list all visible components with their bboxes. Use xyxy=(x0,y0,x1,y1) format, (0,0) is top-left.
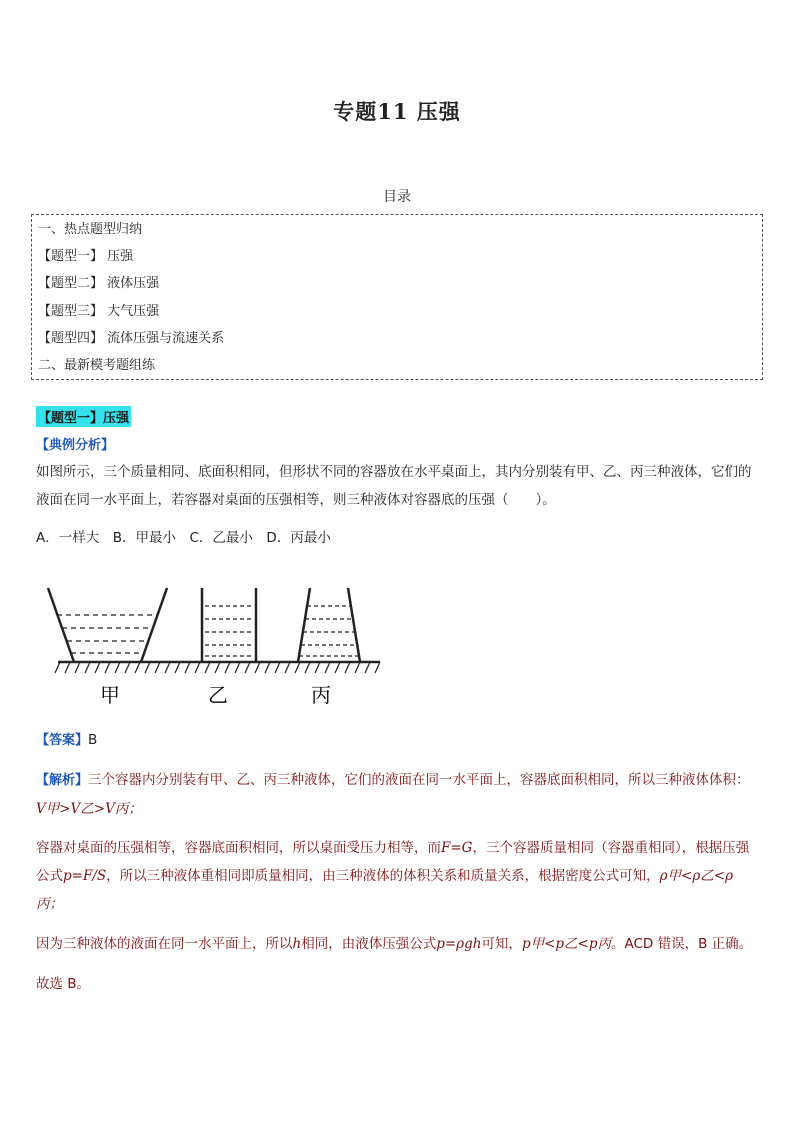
toc-item-exercises[interactable]: 二、最新模考题组练 xyxy=(38,357,156,373)
analysis-p1-text: 三个容器内分别装有甲、乙、丙三种液体，它们的液面在同一水平面上，容器底面积相同，所以三种液体体积： xyxy=(88,772,750,788)
label-bing: 丙 xyxy=(311,683,331,707)
analysis-p2-text-a: 容器对桌面的压强相等，容器底面积相同，所以桌面受压力相等，而 xyxy=(36,840,441,856)
answer-value: B xyxy=(88,732,98,748)
analysis-p3-text-b: 相同，由液体压强公式 xyxy=(301,936,437,952)
question-text: 如图所示，三个质量相同、底面积相同，但形状不同的容器放在水平桌面上，其内分别装有甲、乙、丙三种液体，它们的液面在同一水平面上，若容器对桌面的压强相等，则三种液体对容器底的压强（ ）。 xyxy=(36,464,752,508)
toc-box xyxy=(31,214,763,380)
container-yi xyxy=(202,588,256,662)
analysis-p2-text-b: ，三个容器质量相同（容器重相同），根据压强公式 xyxy=(36,840,750,884)
toc-item-type-2[interactable]: 【题型二】 液体压强 xyxy=(38,276,160,292)
analysis-p3-formula-a: h xyxy=(292,936,302,952)
analysis-p2-formula-a: F=G xyxy=(441,840,473,856)
container-bing xyxy=(298,588,360,662)
example-label: 【典例分析】 xyxy=(36,438,115,453)
ground-hatch xyxy=(55,662,380,673)
analysis-p3-formula-b: p=ρgh xyxy=(436,936,482,952)
label-yi: 乙 xyxy=(208,683,228,707)
label-jia: 甲 xyxy=(100,683,120,707)
analysis-conclusion: 故选 B。 xyxy=(36,976,91,992)
answer-line xyxy=(36,726,758,755)
section-label: 【题型一】压强 xyxy=(36,406,131,427)
toc-item-type-4[interactable]: 【题型四】 流体压强与流速关系 xyxy=(38,330,225,346)
analysis-p2-formula-b: p=F/S xyxy=(63,868,107,884)
container-jia xyxy=(48,588,167,662)
toc-item-type-1[interactable]: 【题型一】 压强 xyxy=(38,249,134,265)
analysis-label: 【解析】 xyxy=(36,773,89,788)
analysis-paragraph-1 xyxy=(36,766,758,823)
toc-heading: 目录 xyxy=(383,189,411,205)
analysis-p3-text-a: 因为三种液体的液面在同一水平面上，所以 xyxy=(36,936,293,952)
page-title: 专题11 压强 xyxy=(333,99,461,124)
answer-options: A．一样大 B．甲最小 C．乙最小 D．丙最小 xyxy=(36,530,331,546)
analysis-p2-formula-c: ρ甲<ρ乙<ρ丙； xyxy=(36,868,734,912)
analysis-paragraph-3 xyxy=(36,930,758,958)
analysis-p3-formula-c: p甲<p乙<p丙 xyxy=(521,936,611,952)
containers-figure xyxy=(30,582,390,712)
analysis-p3-text-c: 可知， xyxy=(481,936,522,952)
analysis-p1-formula: V甲>V乙>V丙； xyxy=(36,801,142,817)
toc-item-hot-types[interactable]: 一、热点题型归纳 xyxy=(38,222,143,237)
toc-item-type-3[interactable]: 【题型三】 大气压强 xyxy=(38,303,160,319)
analysis-p3-text-d: 。ACD 错误，B 正确。 xyxy=(611,936,753,952)
answer-label: 【答案】 xyxy=(36,733,89,748)
analysis-paragraph-2 xyxy=(36,834,758,918)
analysis-p2-text-c: ，所以三种液体重相同即质量相同，由三种液体的体积关系和质量关系，根据密度公式可知， xyxy=(106,868,660,884)
